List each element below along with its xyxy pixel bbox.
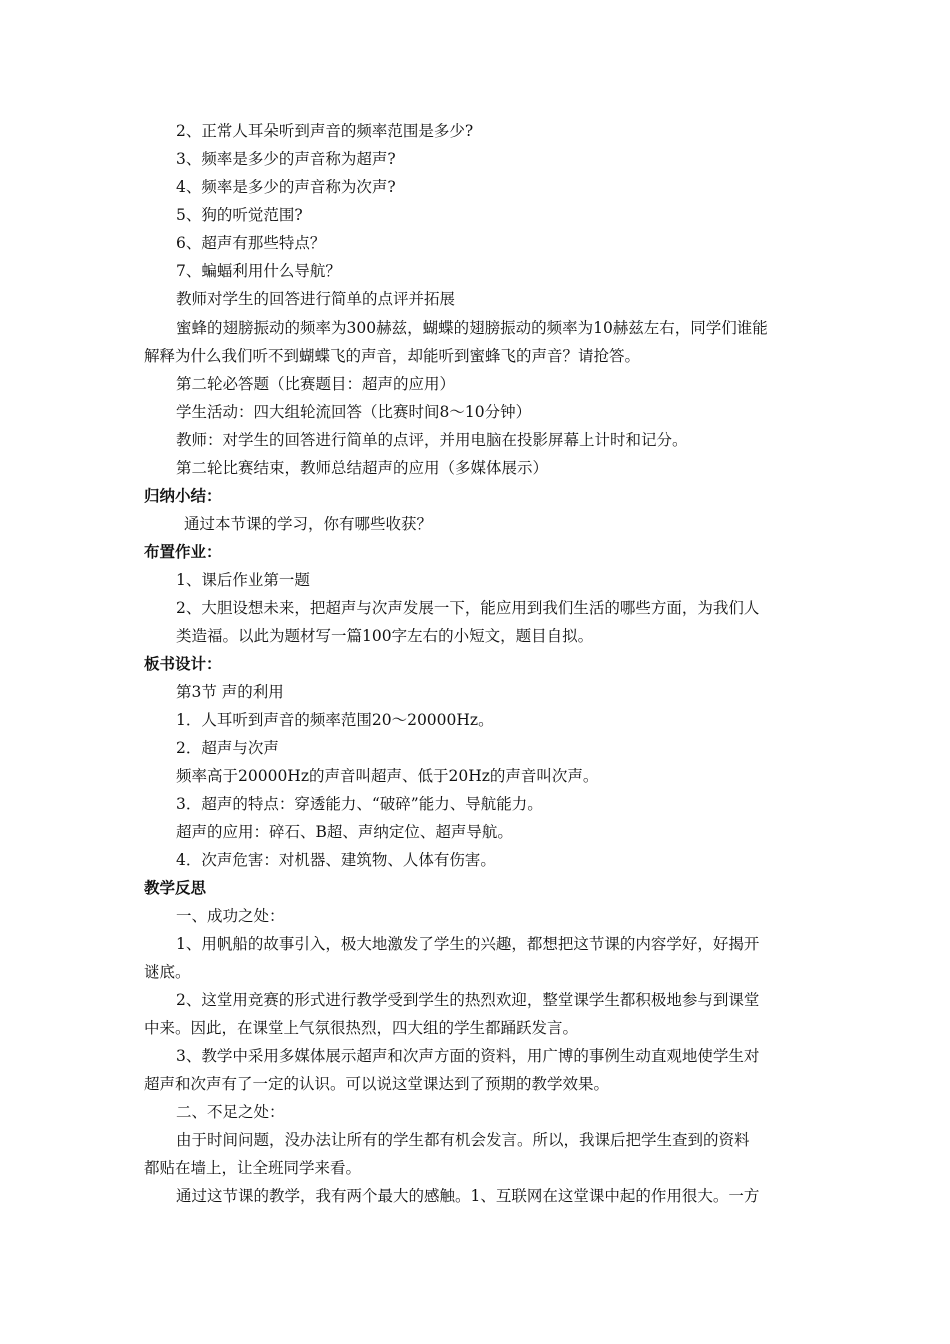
question-7: 7、蝙蝠利用什么导航？	[176, 262, 341, 280]
teacher-comment: 教师对学生的回答进行简单的点评并拓展	[176, 290, 456, 308]
shortcoming-line-2: 都贴在墙上，让全班同学来看。	[144, 1159, 362, 1177]
closing-line: 通过这节课的教学，我有两个最大的感触。1、互联网在这堂课中起的作用很大。一方	[176, 1187, 760, 1205]
reflection-heading: 教学反思	[144, 879, 207, 897]
success-1-line-1: 1、用帆船的故事引入，极大地激发了学生的兴趣，都想把这节课的内容学好，好揭开	[176, 935, 760, 953]
round-two-title: 第二轮必答题（比赛题目：超声的应用）	[176, 375, 456, 393]
success-2-line-2: 中来。因此，在课堂上气氛很热烈，四大组的学生都踊跃发言。	[144, 1019, 579, 1037]
success-1-line-2: 谜底。	[144, 963, 191, 981]
homework-1: 1、课后作业第一题	[176, 571, 310, 589]
board-item-1: 1．人耳听到声音的频率范围20～20000Hz。	[176, 711, 494, 729]
round-two-end: 第二轮比赛结束，教师总结超声的应用（多媒体展示）	[176, 459, 549, 477]
homework-2-line-2: 类造福。以此为题材写一篇100字左右的小短文，题目自拟。	[176, 627, 594, 645]
board-item-2-detail: 频率高于20000Hz的声音叫超声、低于20Hz的声音叫次声。	[176, 767, 599, 785]
question-5: 5、狗的听觉范围?	[176, 206, 303, 224]
success-heading: 一、成功之处：	[176, 907, 285, 925]
board-item-3: 3．超声的特点：穿透能力、“破碎”能力、导航能力。	[176, 795, 543, 813]
bee-butterfly-line-1: 蜜蜂的翅膀振动的频率为300赫兹，蝴蝶的翅膀振动的频率为10赫兹左右，同学们谁能	[176, 319, 768, 337]
board-design-heading: 板书设计：	[144, 655, 222, 673]
board-item-3-detail: 超声的应用：碎石、B超、声纳定位、超声导航。	[176, 823, 513, 841]
question-2: 2、正常人耳朵听到声音的频率范围是多少?	[176, 122, 474, 140]
board-section-title: 第3节 声的利用	[176, 683, 284, 701]
summary-heading: 归纳小结：	[144, 487, 222, 505]
homework-2-line-1: 2、大胆设想未来，把超声与次声发展一下，能应用到我们生活的哪些方面，为我们人	[176, 599, 760, 617]
summary-text: 通过本节课的学习，你有哪些收获？	[184, 515, 433, 533]
success-3-line-1: 3、教学中采用多媒体展示超声和次声方面的资料，用广博的事例生动直观地使学生对	[176, 1047, 760, 1065]
success-2-line-1: 2、这堂用竞赛的形式进行教学受到学生的热烈欢迎，整堂课学生都积极地参与到课堂	[176, 991, 760, 1009]
student-activity: 学生活动：四大组轮流回答（比赛时间8～10分钟）	[176, 403, 532, 421]
question-6: 6、超声有那些特点？	[176, 234, 326, 252]
shortcoming-line-1: 由于时间问题，没办法让所有的学生都有机会发言。所以，我课后把学生查到的资料	[176, 1131, 750, 1149]
question-4: 4、频率是多少的声音称为次声?	[176, 178, 396, 196]
board-item-4: 4．次声危害：对机器、建筑物、人体有伤害。	[176, 851, 496, 869]
homework-heading: 布置作业：	[144, 543, 222, 561]
bee-butterfly-line-2: 解释为什么我们听不到蝴蝶飞的声音，却能听到蜜蜂飞的声音？请抢答。	[144, 347, 641, 365]
board-item-2: 2．超声与次声	[176, 739, 279, 757]
teacher-activity: 教师：对学生的回答进行简单的点评，并用电脑在投影屏幕上计时和记分。	[176, 431, 688, 449]
question-3: 3、频率是多少的声音称为超声?	[176, 150, 396, 168]
success-3-line-2: 超声和次声有了一定的认识。可以说这堂课达到了预期的教学效果。	[144, 1075, 610, 1093]
shortcoming-heading: 二、不足之处：	[176, 1103, 285, 1121]
